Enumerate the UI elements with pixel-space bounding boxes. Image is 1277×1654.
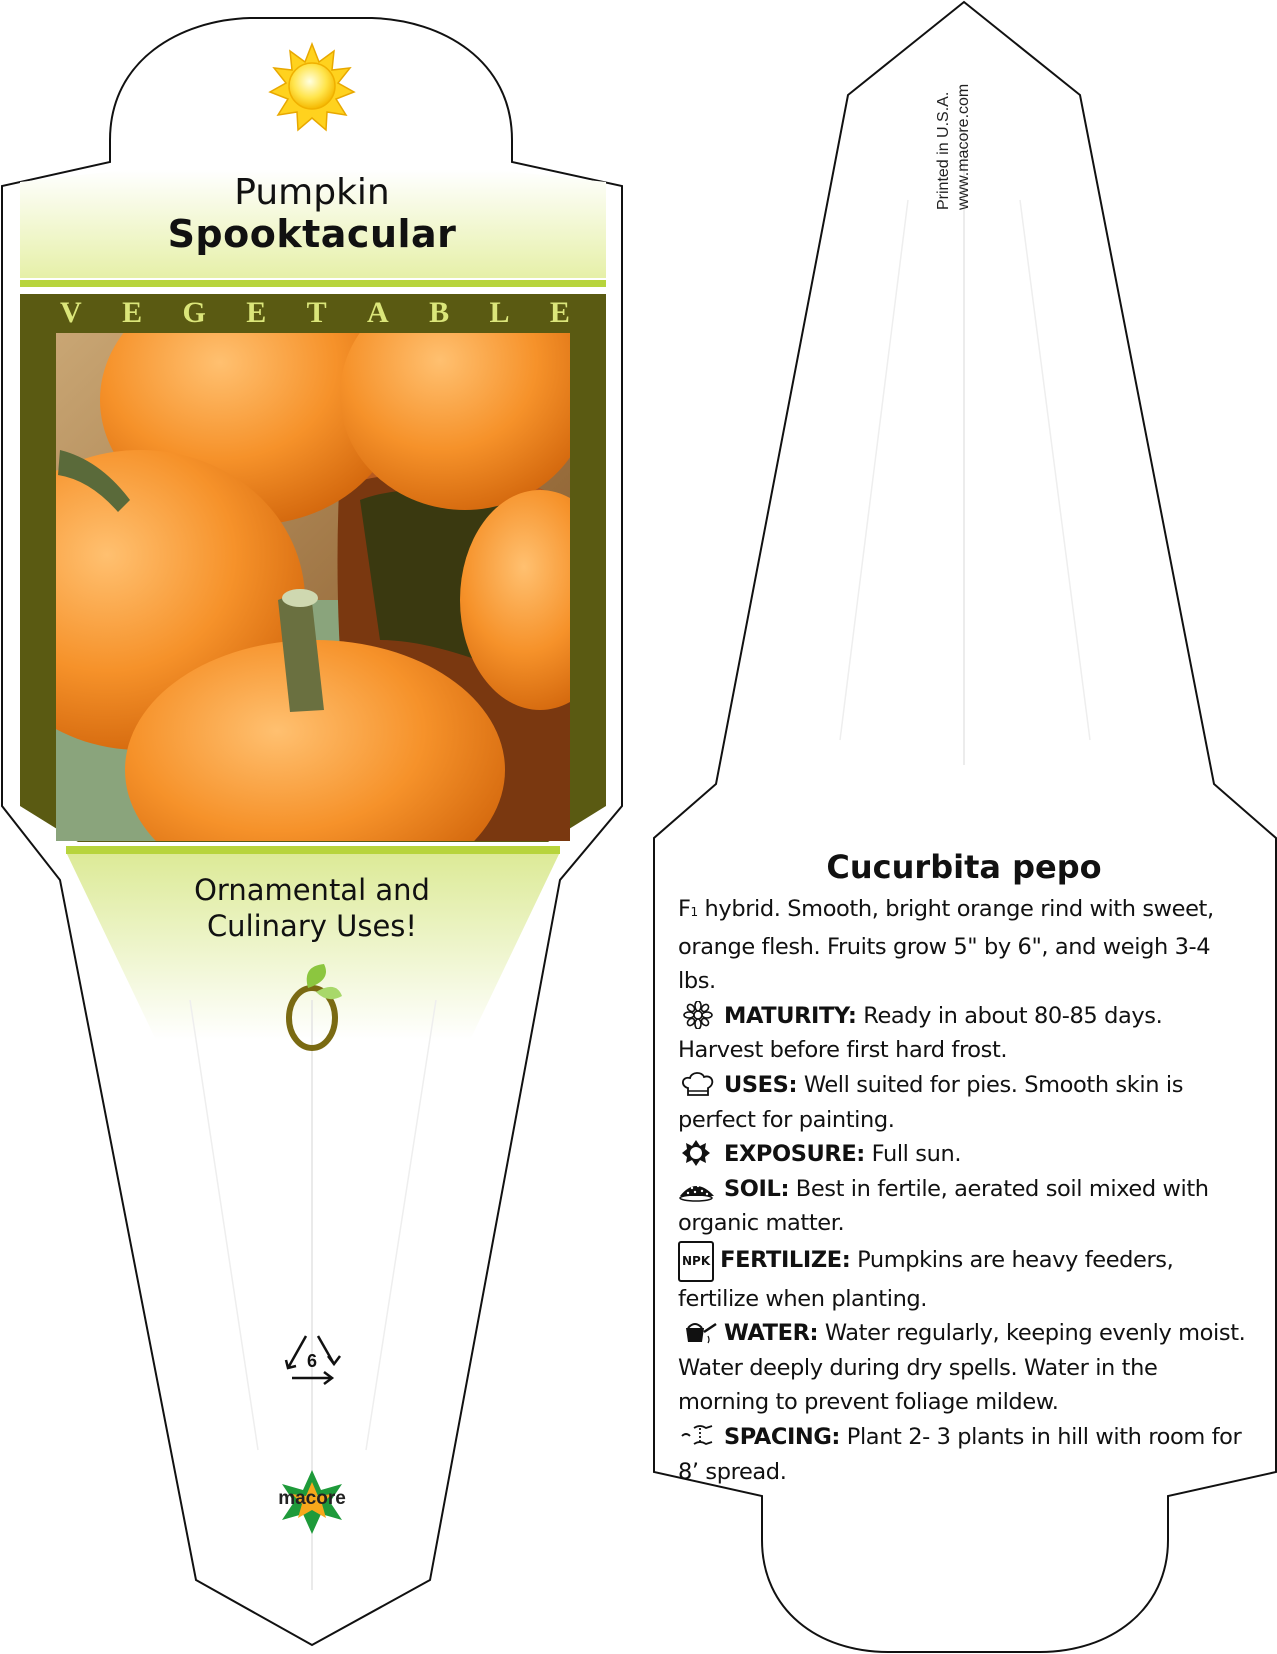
intro-paragraph: F1 hybrid. Smooth, bright orange rind with sweet, orange flesh. Fruits grow 5" by 6", and weigh 3-4 lbs. (678, 896, 1214, 995)
tagline-line2: Culinary Uses! (206, 909, 418, 943)
variety-name: Spooktacular (167, 212, 457, 256)
category-banner (20, 298, 606, 328)
printed-line1: Printed in U.S.A. (935, 91, 952, 210)
category-letter: L (489, 296, 510, 329)
category-letter: E (549, 296, 570, 329)
soil-item: SOIL: Best in fertile, aerated soil mixed with organic matter. (678, 1175, 1209, 1237)
tagline (130, 872, 494, 944)
watering-can-icon (678, 1318, 718, 1346)
water-item: WATER: Water regularly, keeping evenly moist. Water deeply during dry spells. Water in the morning to prevent foliage mildew. (678, 1320, 1246, 1416)
category-letter: E (122, 296, 143, 329)
brand-name: macore (278, 1488, 346, 1509)
header-rule (20, 280, 606, 287)
spacing-icon (678, 1422, 718, 1450)
category-letter: T (306, 296, 327, 329)
care-instructions (678, 892, 1248, 1489)
scientific-name: Cucurbita pepo (826, 848, 1102, 886)
pumpkin-photo (0, 275, 620, 900)
fertilize-item: NPK FERTILIZE: Pumpkins are heavy feeders, fertilize when planting. (678, 1241, 1248, 1316)
spacing-item: SPACING: Plant 2- 3 plants in hill with room for 8’ spread. (678, 1423, 1242, 1485)
category-letter: B (429, 296, 450, 329)
maturity-item: MATURITY: Ready in about 80-85 days. Harvest before first hard frost. (678, 1002, 1163, 1064)
uses-item: USES: Well suited for pies. Smooth skin is perfect for painting. (678, 1071, 1184, 1133)
category-letter: G (182, 296, 206, 329)
sun-icon (678, 1139, 718, 1167)
flower-icon (678, 1001, 718, 1029)
npk-icon: NPK (678, 1241, 714, 1282)
printed-line2: www.macore.com (955, 83, 972, 210)
category-letter: A (367, 296, 389, 329)
chef-hat-icon (678, 1070, 718, 1098)
recycle-number: 6 (306, 1351, 317, 1371)
soil-icon (678, 1174, 718, 1202)
printed-in-note (934, 84, 974, 210)
tagline-line1: Ornamental and (194, 873, 430, 907)
plant-name-line1: Pumpkin (234, 172, 390, 213)
exposure-item: EXPOSURE: Full sun. (678, 1137, 1248, 1172)
category-letter: V (60, 296, 82, 329)
category-letter: E (246, 296, 267, 329)
lower-rule (66, 846, 560, 854)
